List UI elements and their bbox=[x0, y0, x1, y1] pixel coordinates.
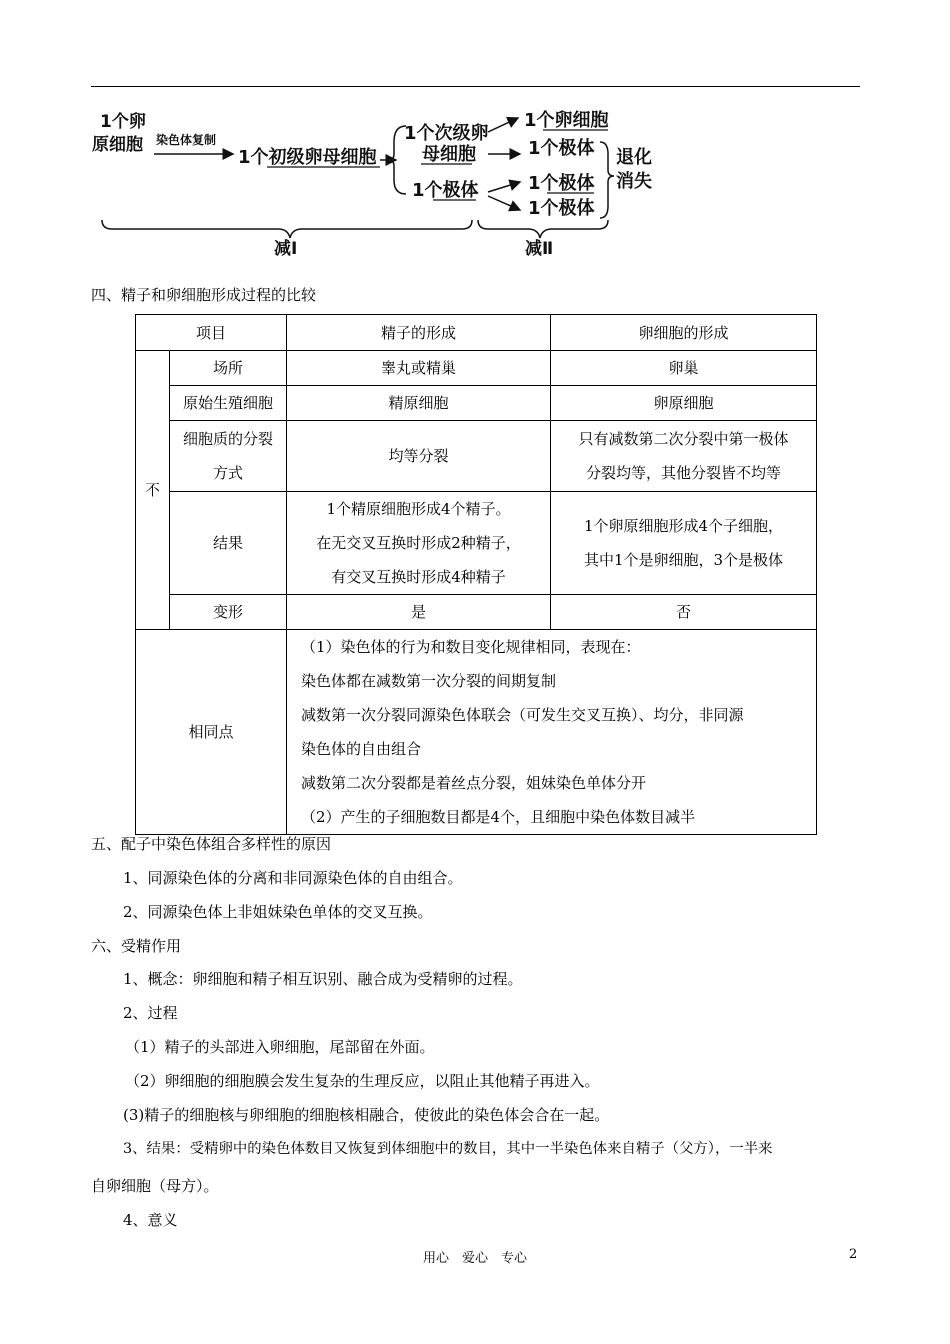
section-6-item-1: 1、概念：卵细胞和精子相互识别、融合成为受精卵的过程。 bbox=[123, 970, 523, 988]
row-egg: 卵原细胞 bbox=[551, 386, 817, 421]
section-5-title: 五、配子中染色体组合多样性的原因 bbox=[91, 835, 332, 853]
meiosis-2-label: 减Ⅱ bbox=[525, 239, 554, 259]
table-row bbox=[136, 421, 817, 492]
row-egg: 1个卵原细胞形成4个子细胞， 其中1个是卵细胞，3个是极体 bbox=[551, 492, 817, 595]
replication-label: 染色体复制 bbox=[156, 133, 217, 147]
oogonium-label-1: 1个卵 bbox=[100, 112, 146, 132]
row-sperm: 1个精原细胞形成4个精子。 在无交叉互换时形成2种精子， 有交叉互换时形成4种精子 bbox=[287, 492, 551, 595]
row-sperm: 精原细胞 bbox=[287, 386, 551, 421]
table-row bbox=[136, 386, 817, 421]
row-item: 原始生殖细胞 bbox=[170, 386, 287, 421]
oogenesis-diagram bbox=[88, 96, 654, 260]
section-6-item-2a: （1）精子的头部进入卵细胞，尾部留在外面。 bbox=[125, 1038, 435, 1056]
polar-body-label-1: 1个极体 bbox=[528, 138, 595, 159]
first-polar-body-label: 1个极体 bbox=[412, 180, 479, 201]
section-6-item-3: 3、结果：受精卵中的染色体数目又恢复到体细胞中的数目，其中一半染色体来自精子（父方），一半来 bbox=[123, 1141, 773, 1157]
header-sperm: 精子的形成 bbox=[287, 315, 551, 351]
section-6-item-3-cont: 自卵细胞（母方）。 bbox=[91, 1177, 219, 1195]
section-6-title: 六、受精作用 bbox=[91, 937, 182, 955]
table-row-same bbox=[136, 630, 817, 835]
oogonium-label-2: 原细胞 bbox=[92, 135, 143, 155]
section-5-item-2: 2、同源染色体上非姐妹染色单体的交叉互换。 bbox=[123, 903, 433, 921]
section-5-item-1: 1、同源染色体的分离和非同源染色体的自由组合。 bbox=[123, 869, 463, 887]
degenerate-label-2: 消失 bbox=[616, 171, 652, 192]
diff-label: 不 bbox=[136, 351, 170, 630]
row-egg: 只有减数第二次分裂中第一极体 分裂均等，其他分裂皆不均等 bbox=[551, 421, 817, 492]
row-sperm: 是 bbox=[287, 595, 551, 630]
table-row bbox=[136, 351, 817, 386]
table-row bbox=[136, 595, 817, 630]
polar-body-label-2: 1个极体 bbox=[528, 173, 595, 194]
page-footer: 用心 爱心 专心 bbox=[422, 1251, 527, 1266]
page-number: 2 bbox=[849, 1247, 858, 1262]
section-6-item-2: 2、过程 bbox=[123, 1004, 178, 1022]
row-item: 细胞质的分裂 方式 bbox=[170, 421, 287, 492]
section-6-item-4: 4、意义 bbox=[123, 1211, 178, 1229]
header-rule bbox=[91, 86, 860, 87]
section-6-item-2b: （2）卵细胞的细胞膜会发生复杂的生理反应，以阻止其他精子再进入。 bbox=[125, 1072, 600, 1090]
same-label: 相同点 bbox=[136, 630, 287, 835]
secondary-oocyte-label-1: 1个次级卵 bbox=[404, 123, 489, 144]
table-row bbox=[136, 492, 817, 595]
section-4-title: 四、精子和卵细胞形成过程的比较 bbox=[91, 286, 317, 304]
header-egg: 卵细胞的形成 bbox=[551, 315, 817, 351]
row-egg: 否 bbox=[551, 595, 817, 630]
row-sperm: 睾丸或精巢 bbox=[287, 351, 551, 386]
row-egg: 卵巢 bbox=[551, 351, 817, 386]
row-item: 结果 bbox=[170, 492, 287, 595]
polar-body-label-3: 1个极体 bbox=[528, 198, 595, 219]
same-content: （1）染色体的行为和数目变化规律相同，表现在： 染色体都在减数第一次分裂的间期复制 减数第一次分裂同源染色体联会（可发生交叉互换）、均分，非同源 染色体的自由组合 减数第二次分裂都是着丝点分裂，姐妹染色单体分开 （2）产生的子细胞数目都是4个，且细胞中染色体数目减半 bbox=[287, 630, 817, 835]
secondary-oocyte-label-2: 母细胞 bbox=[422, 144, 476, 165]
comparison-table bbox=[135, 314, 817, 835]
table-header-row bbox=[136, 315, 817, 351]
row-item: 变形 bbox=[170, 595, 287, 630]
primary-oocyte-label: 1个初级卵母细胞 bbox=[238, 147, 377, 168]
header-item: 项目 bbox=[136, 315, 287, 351]
meiosis-1-label: 减Ⅰ bbox=[274, 239, 298, 259]
row-item: 场所 bbox=[170, 351, 287, 386]
section-6-item-2c: (3)精子的细胞核与卵细胞的细胞核相融合，使彼此的染色体会合在一起。 bbox=[123, 1106, 610, 1124]
egg-label: 1个卵细胞 bbox=[524, 110, 609, 131]
degenerate-label-1: 退化 bbox=[616, 147, 652, 168]
row-sperm: 均等分裂 bbox=[287, 421, 551, 492]
